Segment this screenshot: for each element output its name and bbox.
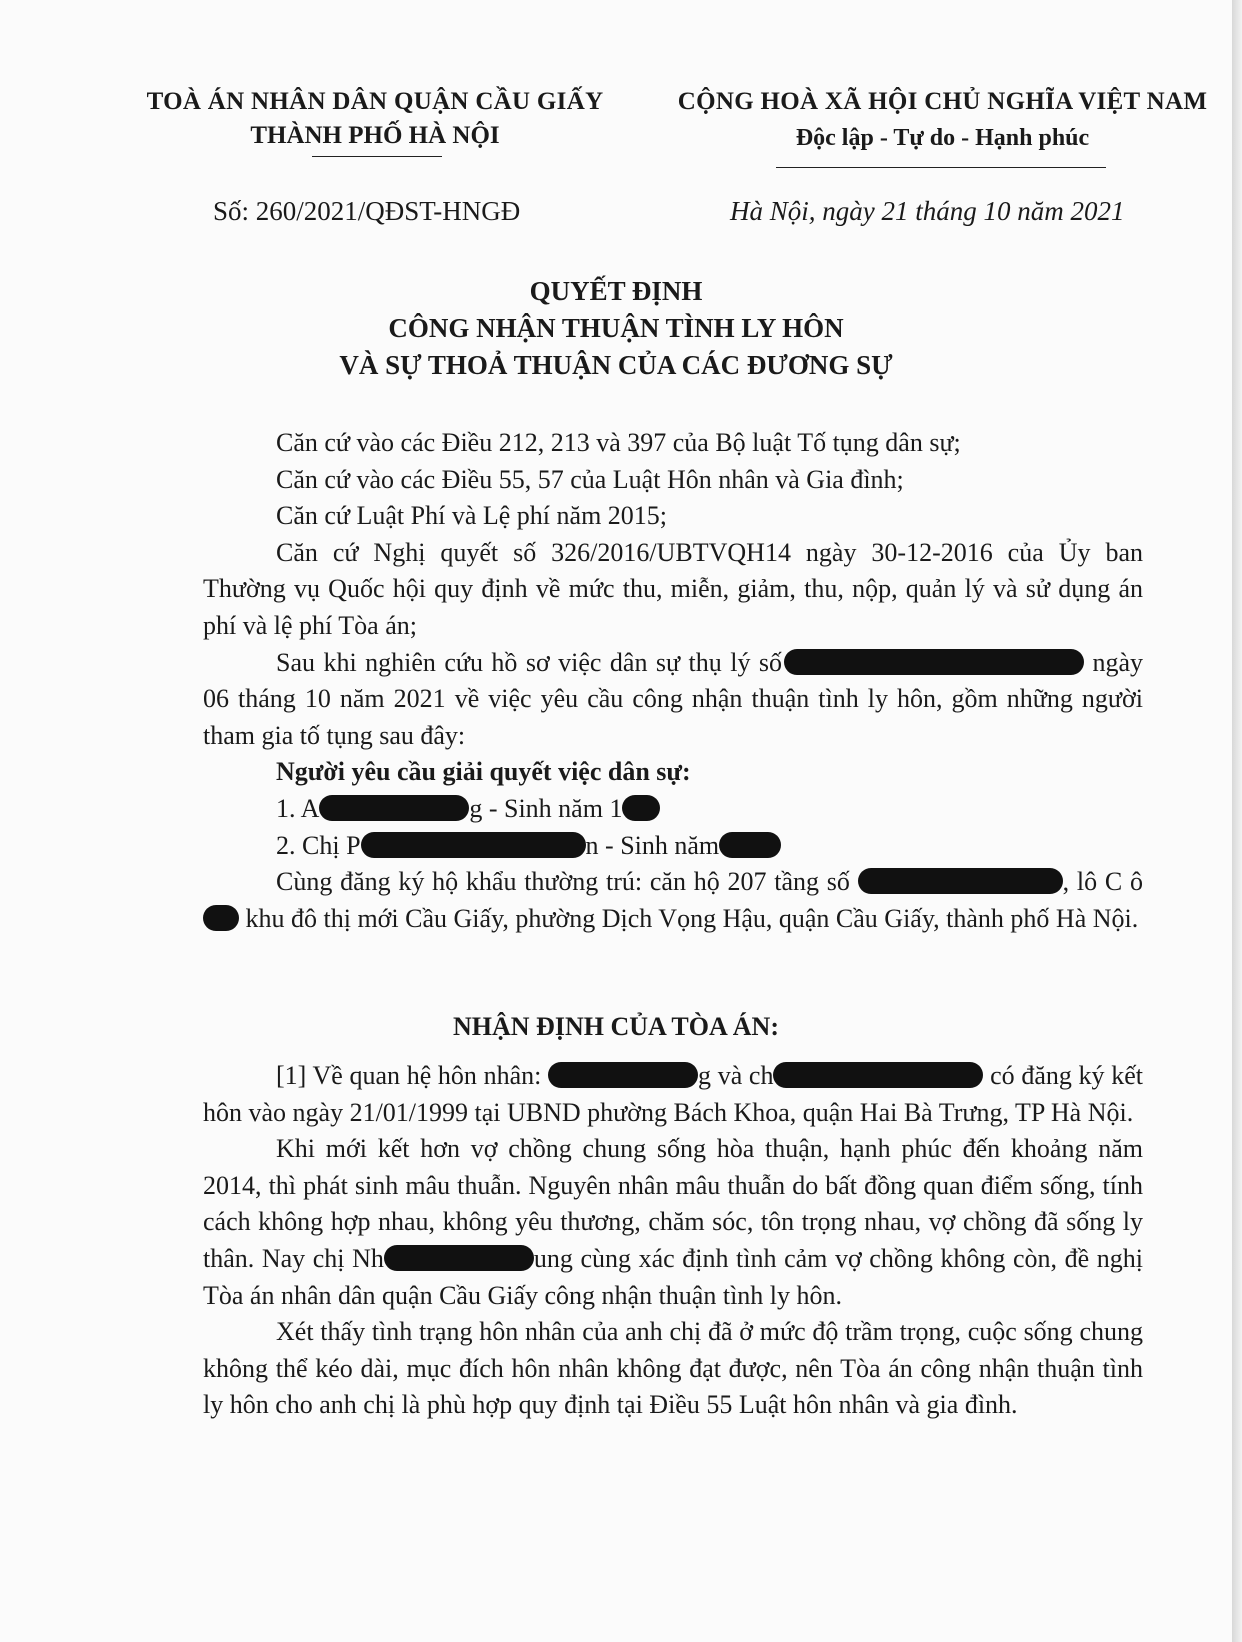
case-intro-rest: ngày 06 tháng 10 năm 2021 về việc yêu cầu công nhận thuận tình ly hôn, gồm những người tham gia tố tụng sau đây: [203,647,1144,750]
finding-1-rest: có đăng ký kết hôn vào ngày 21/01/1999 tại UBND phường Bách Khoa, quận Hai Bà Trưng, TP Hà Nội. [203,1061,1143,1127]
requester-1 [203,791,1143,828]
document-title: QUYẾT ĐỊNH [529,276,703,306]
redaction-mark [361,832,586,858]
case-intro [203,645,1143,755]
finding-1 [203,1058,1143,1131]
redaction-mark [784,649,1084,675]
requester-1-birth: g - Sinh năm 1 [469,793,623,823]
redaction-mark [622,795,660,821]
finding-2 [203,1131,1143,1314]
page-edge [1232,0,1242,1642]
decision-date: Hà Nội, ngày 21 tháng 10 năm 2021 [730,196,1125,226]
redaction-mark [858,868,1063,894]
document-subtitle-2: VÀ SỰ THOẢ THUẬN CỦA CÁC ĐƯƠNG SỰ [339,350,893,380]
legal-basis-2: Căn cứ vào các Điều 55, 57 của Luật Hôn nhân và Gia đình; [276,464,904,494]
finding-3: Xét thấy tình trạng hôn nhân của anh chị đã ở mức độ trầm trọng, cuộc sống chung không thể kéo dài, mục đích hôn nhân không đạt được, nên Tòa án công nhận thuận tình ly hôn cho anh chị là phù hợp quy định tại Điều 55 Luật hôn nhân và gia đình. [203,1317,1143,1420]
redaction-mark [384,1245,534,1271]
residence [203,864,1143,937]
findings-section [203,1058,1143,1424]
national-title: CỘNG HOÀ XÃ HỘI CHỦ NGHĨA VIỆT NAM [677,88,1208,115]
redaction-mark [719,832,781,858]
legal-bases-section [203,425,1143,937]
decision-number: Số: 260/2021/QĐST-HNGĐ [213,196,521,226]
finding-1-start: [1] Về quan hệ hôn nhân: [276,1061,542,1090]
requester-2-birth: n - Sinh năm [585,830,720,860]
residence-start: Cùng đăng ký hộ khẩu thường trú: căn hộ 207 tầng số [276,867,850,897]
court-city: THÀNH PHỐ HÀ NỘI [250,122,500,149]
legal-basis-3: Căn cứ Luật Phí và Lệ phí năm 2015; [276,501,668,531]
finding-2-start: Khi mới kết hơn vợ chồng chung sống hòa thuận, hạnh phúc đến khoảng năm 2014, thì phát sinh mâu thuẫn. Nguyên nhân mâu thuẫn do bất đồng quan điểm sống, tính cách không hợp nhau, không yêu thương, chăm sóc, tôn trọng nhau, vợ chồng đã sống ly thân. Nay chị Nh [203,1134,1143,1273]
finding-1-mid: g và ch [698,1061,774,1090]
document-subtitle-1: CÔNG NHẬN THUẬN TÌNH LY HÔN [388,313,844,343]
requester-2 [203,828,1143,865]
case-intro-start: Sau khi nghiên cứu hồ sơ việc dân sự thụ lý số [276,647,783,677]
motto-underline [776,167,1106,168]
requester-2-prefix: 2. Chị P [276,830,361,860]
redaction-mark [319,795,469,821]
legal-basis-1: Căn cứ vào các Điều 212, 213 và 397 của Bộ luật Tố tụng dân sự; [276,428,961,457]
residence-rest: khu đô thị mới Cầu Giấy, phường Dịch Vọng Hậu, quận Cầu Giấy, thành phố Hà Nội. [245,903,1139,933]
requester-1-prefix: 1. A [276,793,320,823]
finding-2-rest: ung cùng xác định tình cảm vợ chồng không còn, đề nghị Tòa án nhân dân quận Cầu Giấy công nhận thuận tình ly hôn. [203,1243,1143,1310]
court-name: TOÀ ÁN NHÂN DÂN QUẬN CẦU GIẤY [146,88,604,115]
court-underline [312,156,442,157]
redaction-mark [773,1062,983,1088]
national-motto: Độc lập - Tự do - Hạnh phúc [795,125,1090,151]
requesters-heading: Người yêu cầu giải quyết việc dân sự: [276,757,691,787]
findings-heading: NHẬN ĐỊNH CỦA TÒA ÁN: [453,1012,779,1041]
residence-comma: , [1062,867,1070,897]
redaction-mark [548,1062,698,1088]
residence-lot: lô C ô [1076,867,1144,897]
legal-basis-4: Căn cứ Nghị quyết số 326/2016/UBTVQH14 ngày 30-12-2016 của Ủy ban Thường vụ Quốc hội quy định về mức thu, miễn, giảm, thu, nộp, quản lý và sử dụng án phí và lệ phí Tòa án; [203,537,1143,640]
redaction-mark [203,905,239,931]
